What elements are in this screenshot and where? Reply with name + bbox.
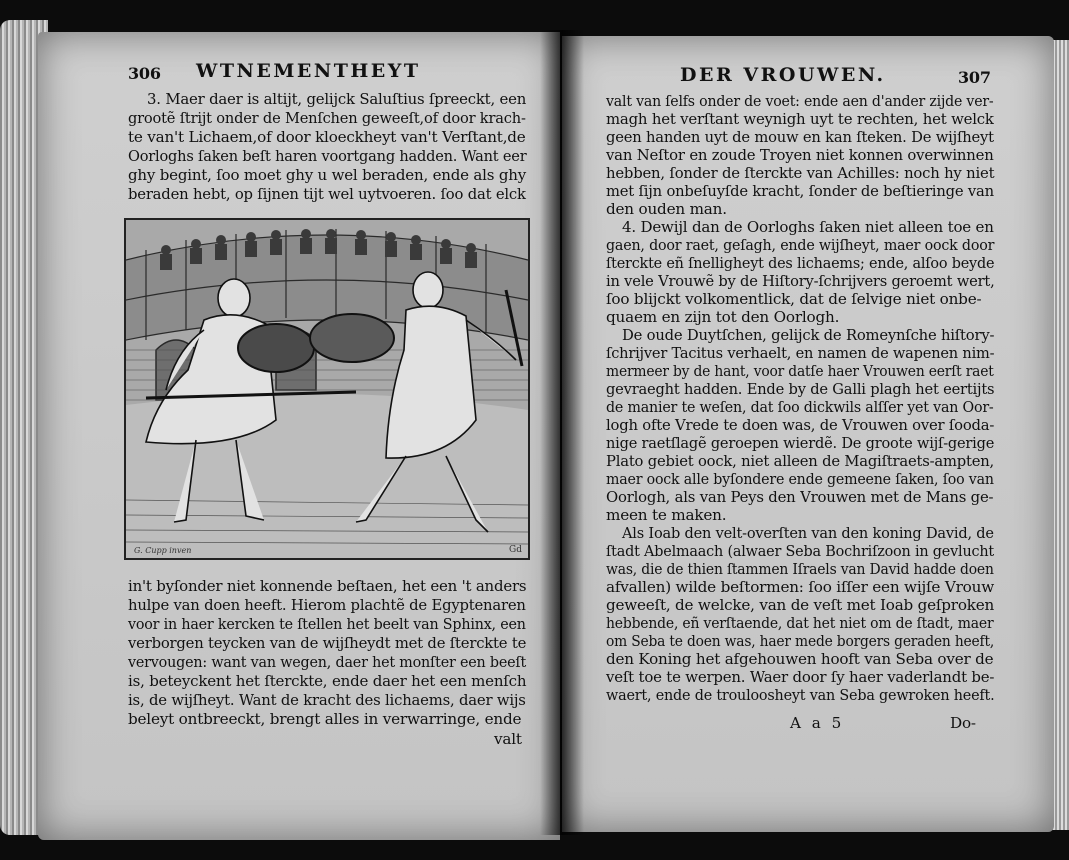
right-text-line: maer oock alle byſondere ende gemeene ſaken, ſoo van [606,470,994,488]
left-page-number: 306 [128,64,161,83]
right-text-line: Plato gebiet oock, niet alleen de Magiſtraets-ampten, [606,452,995,470]
left-text-line: Oorloghs ſaken beſt haren voortgang hadden. Want eer [128,147,527,165]
left-text-line: beraden hebt, op ſijnen tijt wel uytvoeren. ſoo dat elck [128,185,526,203]
right-text-line: meen te maken. [606,506,727,524]
right-text-line: ſtadt Abelmaach (alwaer Seba Bochriſzoon in gevlucht [606,542,995,560]
plate-mark: Gd [509,545,522,555]
left-text-line: te van't Lichaem,of door kloeckheyt van't Verſtant,de [128,128,526,146]
right-text-line: Oorlogh, als van Peys den Vrouwen met de Mans ge- [606,488,994,506]
right-text-line: geweeſt, de welcke, van de veſt met Ioab geſproken [606,596,995,614]
engraving-illustration [124,218,530,560]
left-text-line: beleyt ontbreeckt, brengt alles in verwarringe, ende [128,710,522,728]
right-text-line: hebben, ſonder de ſterckte van Achilles: noch hy niet [606,164,995,182]
book-gutter [540,30,584,835]
right-text-line: nige raetſlagẽ geroepen wierdẽ. De groote wijſ-gerige [606,434,995,452]
right-text-line: van Neſtor en zoude Troyen niet konnen overwinnen [606,146,994,164]
engraving-drawing [126,220,528,558]
left-text-line: is, de wijſheyt. Want de kracht des lichaems, daer wijs [128,691,526,709]
right-text-line: ſterckte eñ ſnelligheyt des lichaems; ende, alſoo beyde [606,254,995,272]
left-text-line: is, beteyckent het ſterckte, ende daer het een menſch [128,672,527,690]
right-text-line: gaen, door raet, geſagh, ende wijſheyt, maer oock door [606,236,995,254]
right-text-line: afvallen) wilde beſtormen: ſoo iſſer een wijſe Vrouw [606,578,995,596]
right-text-line: hebbende, eñ verſtaende, dat het niet om de ſtadt, maer [606,614,994,632]
right-text-line: met ſijn onbeſuyſde kracht, ſonder de beſtieringe van [606,182,994,200]
right-text-line: geen handen uyt de mouw en kan ſteken. De wijſheyt [606,128,994,146]
left-catchword: valt [494,730,522,748]
right-text-line: waert, ende de trouloosheyt van Seba gewroken heeft. [606,686,995,704]
left-text-line: grootẽ ſtrijt onder de Menſchen geweeſt,of door krach- [128,109,526,127]
right-text-line: magh het verſtant weynigh uyt te rechten, het welck [606,110,994,128]
signature-mark: A a 5 [790,714,845,732]
right-text-line: was, die de thien ſtammen Iſraels van David hadde doen [606,560,994,578]
right-running-head: DER VROUWEN. [680,64,886,86]
left-text-line: in't byſonder niet konnende beſtaen, het een 't anders [128,577,527,595]
right-text-line: ſchrijver Tacitus verhaelt, en namen de wapenen nim- [606,344,995,362]
right-text-line: mermeer by de hant, voor datſe haer Vrouwen eerſt raet [606,362,994,380]
right-text-line: De oude Duytſchen, gelijck de Romeynſche hiſtory- [622,326,995,344]
right-catchword: Do- [950,714,976,732]
left-text-line: vervougen: want van wegen, daer het monſter een beeſt [128,653,527,671]
right-text-line: den ouden man. [606,200,727,218]
right-text-line: gevraeght hadden. Ende by de Galli plagh het eertijts [606,380,995,398]
right-text-line: om Seba te doen was, haer mede borgers geraden heeft, [606,632,995,650]
right-text-line: Als Ioab den velt-overſten van den koning David, de [622,524,994,542]
engraver-credit: G. Cupp inven [134,546,192,555]
left-text-line: voor in haer kercken te ſtellen het beelt van Sphinx, een [128,615,526,633]
right-text-line: ſoo blijckt volkomentlick, dat de ſelvige niet onbe- [606,290,982,308]
right-text-line: in vele Vrouwẽ by de Hiſtory-ſchrijvers geroemt wert, [606,272,995,290]
right-text-line: quaem en zijn tot den Oorlogh. [606,308,840,326]
right-text-line: veſt toe te werpen. Waer door ſy haer vaderlandt be- [606,668,995,686]
right-text-line: logh ofte Vrede te doen was, de Vrouwen over ſooda- [606,416,995,434]
left-text-line: 3. Maer daer is altijt, gelijck Saluſtius ſpreeckt, een [147,90,527,108]
left-text-line: ghy begint, ſoo moet ghy u wel beraden, ende als ghy [128,166,527,184]
right-text-line: 4. Dewijl dan de Oorloghs ſaken niet alleen toe en [622,218,994,236]
left-text-line: verborgen teycken van de wijſheydt met de ſterckte te [128,634,527,652]
right-text-line: den Koning het afgehouwen hooft van Seba over de [606,650,994,668]
left-text-line: hulpe van doen heeft. Hierom plachtẽ de Egyptenaren [128,596,526,614]
left-running-head: WTNEMENTHEYT [196,60,421,82]
right-text-line: de manier te weſen, dat ſoo dickwils alſſer yet van Oor- [606,398,994,416]
right-page-number: 307 [958,68,991,87]
right-text-line: valt van ſelfs onder de voet: ende aen d'ander zijde ver- [606,92,994,110]
